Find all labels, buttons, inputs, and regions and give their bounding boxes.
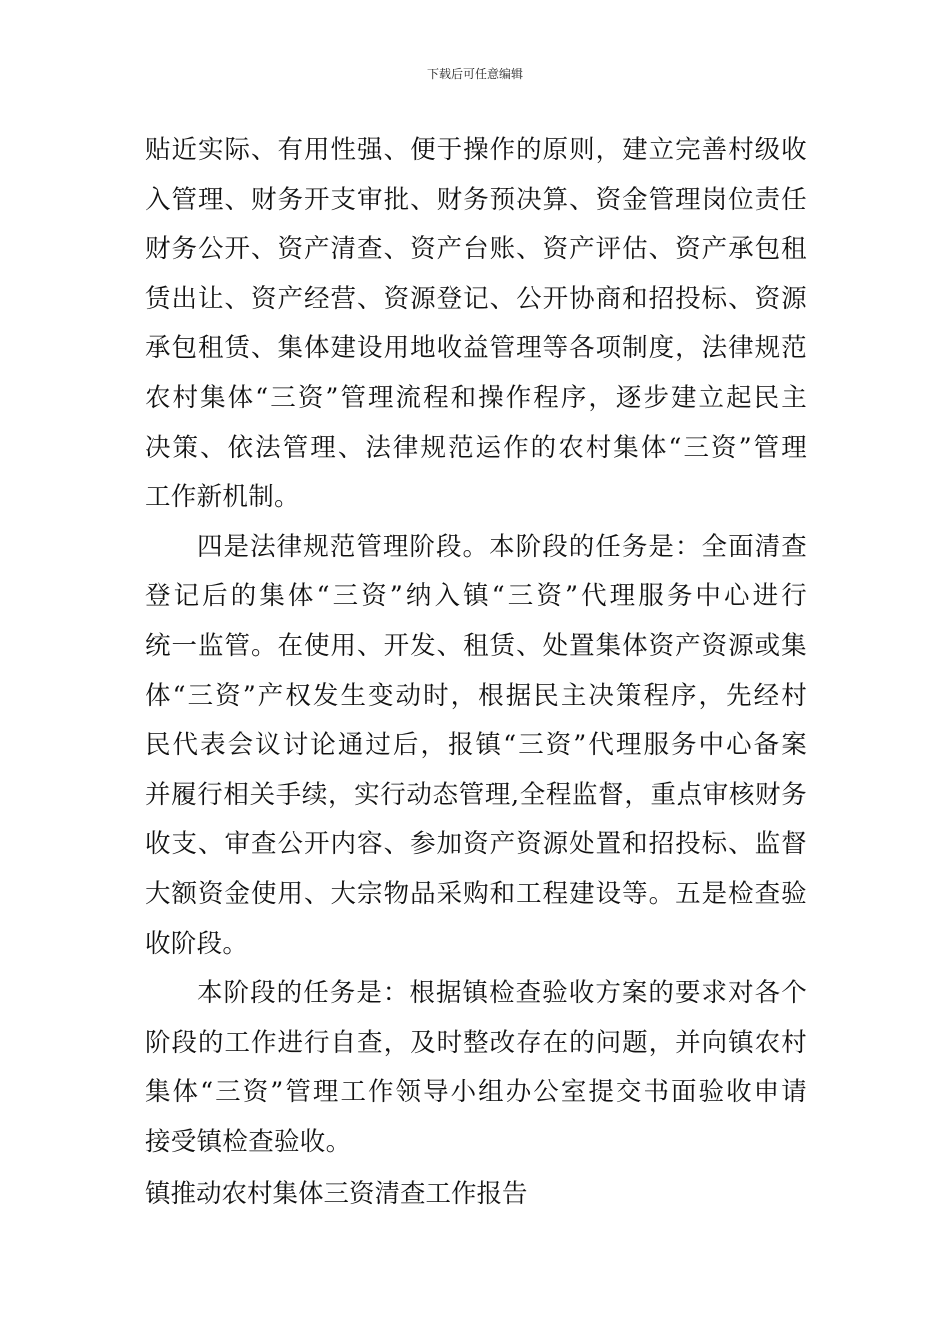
text-line: 接受镇检查验收。	[145, 1126, 352, 1157]
text-line: 入管理、财务开支审批、财务预决算、资金管理岗位责任	[145, 184, 807, 215]
text-line: 阶段的工作进行自查，及时整改存在的问题，并向镇农村	[145, 1027, 807, 1058]
text-line: 并履行相关手续，实行动态管理,全程监督，重点审核财务	[145, 779, 807, 810]
header-note: 下载后可任意编辑	[426, 67, 523, 81]
text-line: 统一监管。在使用、开发、租赁、处置集体资产资源或集	[145, 630, 807, 661]
text-line: 收支、审查公开内容、参加资产资源处置和招投标、监督	[145, 829, 807, 860]
paragraph-3	[145, 969, 807, 1167]
text-line: 承包租赁、集体建设用地收益管理等各项制度，法律规范	[145, 333, 807, 364]
text-line: 集体“三资”管理工作领导小组办公室提交书面验收申请	[145, 1077, 807, 1108]
text-line: 收阶段。	[145, 928, 249, 959]
text-line: 体“三资”产权发生变动时，根据民主决策程序，先经村	[145, 680, 807, 711]
text-line: 登记后的集体“三资”纳入镇“三资”代理服务中心进行	[145, 581, 807, 612]
text-line: 民代表会议讨论通过后，报镇“三资”代理服务中心备案	[145, 730, 807, 761]
text-line: 本阶段的任务是：根据镇检查验收方案的要求对各个	[197, 978, 807, 1009]
text-line: 农村集体“三资”管理流程和操作程序，逐步建立起民主	[145, 382, 807, 413]
text-line: 贴近实际、有用性强、便于操作的原则，建立完善村级收	[145, 135, 807, 165]
document-title: 镇推动农村集体三资清查工作报告	[145, 1179, 528, 1210]
paragraph-2	[145, 523, 807, 969]
text-line: 赁出让、资产经营、资源登记、公开协商和招投标、资源	[145, 283, 807, 314]
text-line: 财务公开、资产清查、资产台账、资产评估、资产承包租	[145, 234, 807, 265]
paragraph-1	[145, 126, 807, 523]
document-body	[145, 126, 807, 1219]
text-line: 工作新机制。	[145, 482, 300, 513]
text-line: 决策、依法管理、法律规范运作的农村集体“三资”管理	[145, 432, 807, 463]
text-line: 大额资金使用、大宗物品采购和工程建设等。五是检查验	[145, 878, 807, 909]
text-line: 四是法律规范管理阶段。本阶段的任务是：全面清查	[197, 531, 807, 562]
